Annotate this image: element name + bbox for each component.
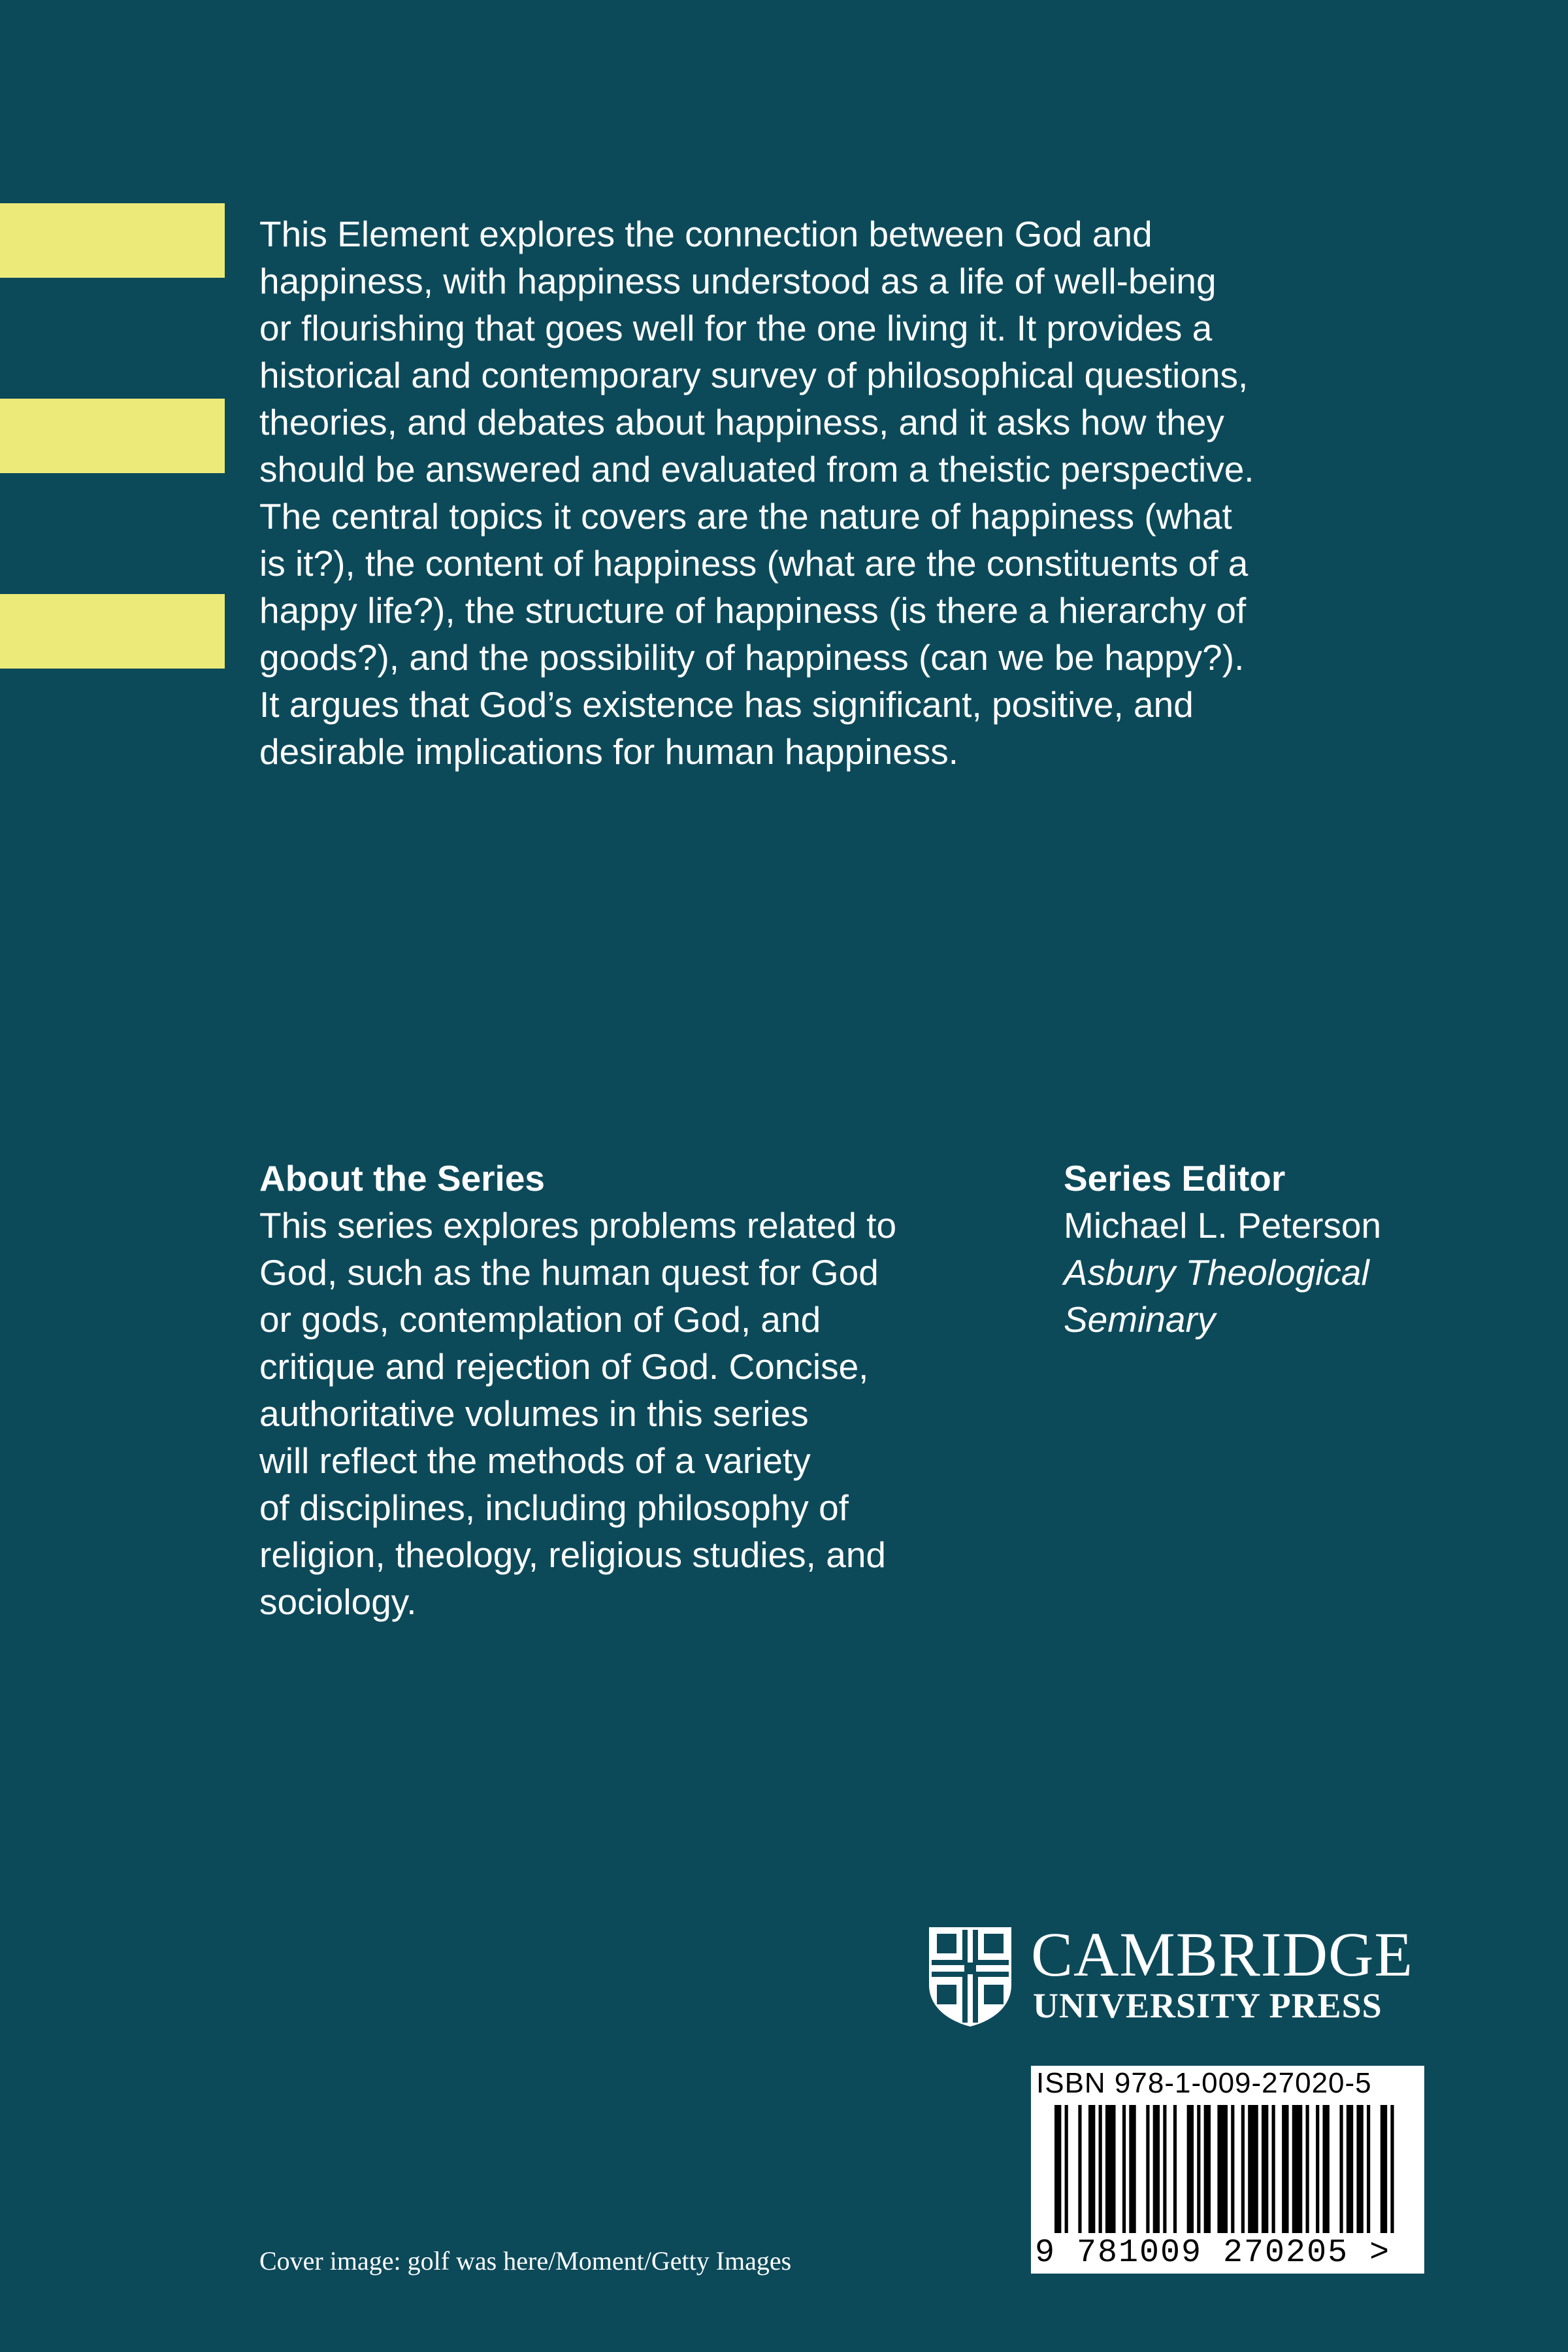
series-editor-affiliation-line1: Asbury Theological bbox=[1064, 1252, 1369, 1293]
blurb-line: desirable implications for human happiness. bbox=[259, 731, 959, 772]
about-series-section bbox=[259, 1155, 1004, 1625]
barcode-bar bbox=[1306, 2105, 1309, 2233]
blurb-line: happy life?), the structure of happiness (is there a hierarchy of bbox=[259, 590, 1247, 631]
barcode-bar bbox=[1272, 2105, 1275, 2233]
barcode-bar bbox=[1380, 2105, 1387, 2233]
blurb-line: goods?), and the possibility of happiness (can we be happy?). bbox=[259, 637, 1245, 678]
barcode-bar bbox=[1292, 2105, 1303, 2233]
about-series-text bbox=[259, 1202, 1004, 1625]
about-series-line: sociology. bbox=[259, 1582, 417, 1622]
about-series-line: This series explores problems related to bbox=[259, 1205, 897, 1246]
barcode-digits: 9 781009 270205 > bbox=[1035, 2234, 1391, 2272]
barcode-bar bbox=[1241, 2105, 1245, 2233]
barcode-bar bbox=[1146, 2105, 1149, 2233]
series-editor-affiliation-line2: Seminary bbox=[1064, 1299, 1216, 1340]
barcode-bars bbox=[1054, 2105, 1401, 2233]
about-series-line: will reflect the methods of a variety bbox=[259, 1440, 811, 1481]
about-series-line: God, such as the human quest for God bbox=[259, 1252, 879, 1293]
barcode-bar bbox=[1347, 2105, 1353, 2233]
decorative-stripe-top bbox=[0, 203, 225, 278]
barcode-bar bbox=[1390, 2105, 1394, 2233]
blurb-line: The central topics it covers are the nature of happiness (what bbox=[259, 496, 1232, 537]
barcode-bar bbox=[1197, 2105, 1200, 2233]
barcode-bar bbox=[1105, 2105, 1116, 2233]
university-crest-icon bbox=[926, 1925, 1014, 2028]
barcode-bar bbox=[1367, 2105, 1370, 2233]
blurb-line: It argues that God’s existence has significant, positive, and bbox=[259, 684, 1194, 725]
blurb-line: theories, and debates about happiness, and it asks how they bbox=[259, 402, 1224, 442]
about-series-line: of disciplines, including philosophy of bbox=[259, 1487, 849, 1528]
blurb-line: happiness, with happiness understood as a life of well-being bbox=[259, 261, 1217, 301]
barcode-bar bbox=[1322, 2105, 1329, 2233]
barcode-bar bbox=[1088, 2105, 1095, 2233]
about-series-line: critique and rejection of God. Concise, bbox=[259, 1346, 869, 1387]
publisher-logo bbox=[926, 1919, 1436, 2029]
decorative-stripe-bottom bbox=[0, 594, 225, 669]
barcode-bar bbox=[1282, 2105, 1288, 2233]
isbn-barcode bbox=[1031, 2066, 1424, 2274]
barcode-bar bbox=[1054, 2105, 1061, 2233]
barcode-bar bbox=[1262, 2105, 1268, 2233]
barcode-bar bbox=[1129, 2105, 1135, 2233]
about-series-heading: About the Series bbox=[259, 1158, 546, 1199]
blurb-line: or flourishing that goes well for the one living it. It provides a bbox=[259, 308, 1213, 348]
blurb-line: historical and contemporary survey of philosophical questions, bbox=[259, 355, 1249, 395]
isbn-label: ISBN 978-1-009-27020-5 bbox=[1036, 2067, 1372, 2099]
about-series-line: authoritative volumes in this series bbox=[259, 1393, 809, 1434]
barcode-bar bbox=[1204, 2105, 1211, 2233]
publisher-name-line2: UNIVERSITY PRESS bbox=[1033, 1986, 1382, 2025]
barcode-bar bbox=[1231, 2105, 1234, 2233]
barcode-bar bbox=[1316, 2105, 1319, 2233]
series-editor-heading: Series Editor bbox=[1064, 1158, 1286, 1199]
barcode-bar bbox=[1217, 2105, 1228, 2233]
barcode-bar bbox=[1356, 2105, 1363, 2233]
series-editor-section bbox=[1064, 1155, 1521, 1343]
blurb-line: This Element explores the connection between God and bbox=[259, 214, 1152, 254]
barcode-bar bbox=[1339, 2105, 1343, 2233]
barcode-bar bbox=[1153, 2105, 1160, 2233]
about-series-line: or gods, contemplation of God, and bbox=[259, 1299, 821, 1340]
barcode-bar bbox=[1122, 2105, 1126, 2233]
barcode-bar bbox=[1248, 2105, 1258, 2233]
blurb-line: is it?), the content of happiness (what are the constituents of a bbox=[259, 543, 1249, 584]
barcode-bar bbox=[1173, 2105, 1177, 2233]
barcode-bar bbox=[1078, 2105, 1081, 2233]
cover-image-credit: Cover image: golf was here/Moment/Getty Images bbox=[259, 2246, 792, 2276]
barcode-bar bbox=[1099, 2105, 1102, 2233]
barcode-bar bbox=[1163, 2105, 1166, 2233]
barcode-bar bbox=[1065, 2105, 1068, 2233]
blurb-line: should be answered and evaluated from a theistic perspective. bbox=[259, 449, 1254, 489]
decorative-stripe-middle bbox=[0, 399, 225, 473]
publisher-name-line1: CAMBRIDGE bbox=[1031, 1919, 1414, 1989]
series-editor-name: Michael L. Peterson bbox=[1064, 1205, 1382, 1246]
book-blurb bbox=[259, 210, 1422, 775]
barcode-bar bbox=[1187, 2105, 1194, 2233]
about-series-line: religion, theology, religious studies, and bbox=[259, 1534, 887, 1575]
